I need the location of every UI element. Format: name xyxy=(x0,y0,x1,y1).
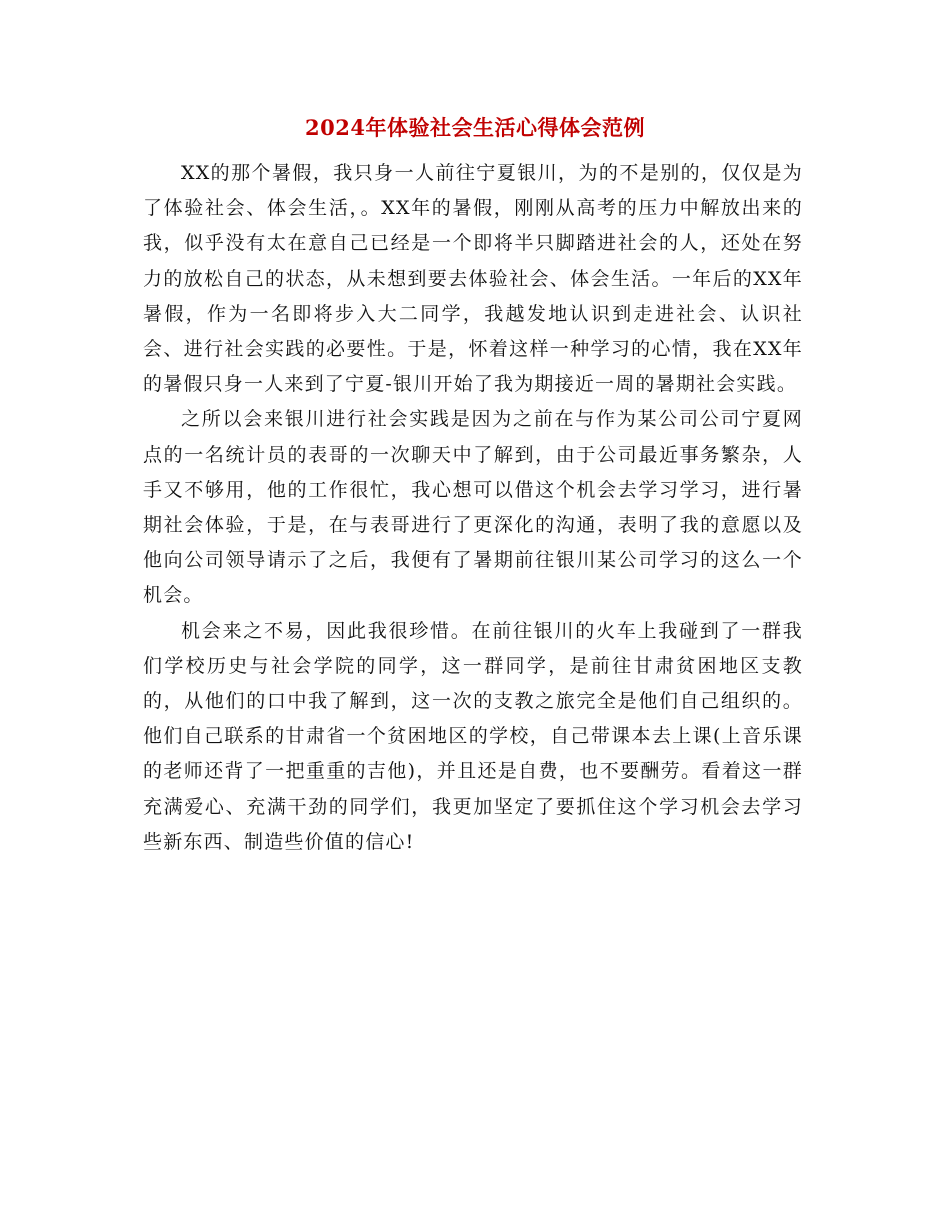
paragraph-3: 机会来之不易，因此我很珍惜。在前往银川的火车上我碰到了一群我们学校历史与社会学院的同学，这一群同学，是前往甘肃贫困地区支教的，从他们的口中我了解到，这一次的支教之旅完全是他们自己组织的。他们自己联系的甘肃省一个贫困地区的学校，自己带课本去上课(上音乐课的老师还背了一把重重的吉他)，并且还是自费，也不要酬劳。看着这一群充满爱心、充满干劲的同学们，我更加坚定了要抓住这个学习机会去学习些新东西、制造些价值的信心! xyxy=(143,619,803,853)
paragraph-2: 之所以会来银川进行社会实践是因为之前在与作为某公司公司宁夏网点的一名统计员的表哥的一次聊天中了解到，由于公司最近事务繁杂，人手又不够用，他的工作很忙，我心想可以借这个机会去学习学习，进行暑期社会体验，于是，在与表哥进行了更深化的沟通，表明了我的意愿以及他向公司领导请示了之后，我便有了暑期前往银川某公司学习的这么一个机会。 xyxy=(143,408,803,607)
paragraph-1: XX的那个暑假，我只身一人前往宁夏银川，为的不是别的，仅仅是为了体验社会、体会生活，。XX年的暑假，刚刚从高考的压力中解放出来的我，似乎没有太在意自己已经是一个即将半只脚踏进社会的人，还处在努力的放松自己的状态，从未想到要去体验社会、体会生活。一年后的XX年暑假，作为一名即将步入大二同学，我越发地认识到走进社会、认识社会、进行社会实践的必要性。于是，怀着这样一种学习的心情，我在XX年的暑假只身一人来到了宁夏-银川开始了我为期接近一周的暑期社会实践。 xyxy=(143,162,803,396)
document-body xyxy=(143,156,803,860)
document-title: 2024年体验社会生活心得体会范例 xyxy=(305,115,645,140)
